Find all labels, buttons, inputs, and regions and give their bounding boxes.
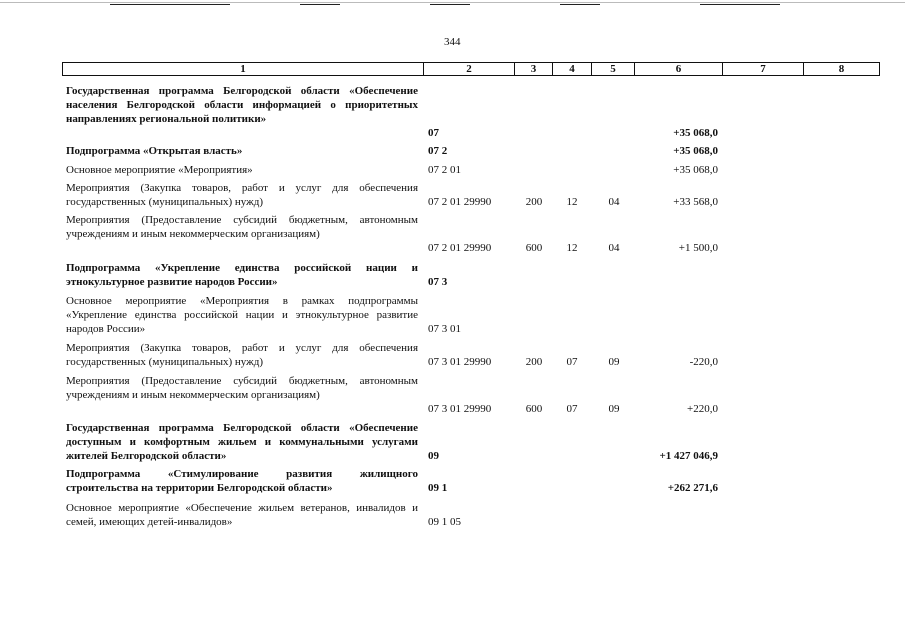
header-cell-5: 5 (591, 62, 635, 76)
row-code: 09 1 (428, 482, 448, 494)
row-code: 07 2 01 29990 (428, 242, 492, 254)
row-name: Основное мероприятие «Обеспечение жильем ветеранов, инвалидов и семей, имеющих детей-инвалидов» (66, 502, 418, 528)
header-cell-8: 8 (803, 62, 880, 76)
row-amount: +35 068,0 (673, 127, 718, 139)
row-amount: +1 427 046,9 (659, 450, 718, 462)
row-name: Мероприятия (Закупка товаров, работ и услуг для обеспечения государственных (муниципальных) нужд) (66, 342, 418, 368)
row-amount: +35 068,0 (673, 164, 718, 176)
row-amount: +220,0 (687, 403, 718, 415)
row-pr: 04 (608, 242, 620, 254)
row-rz: 12 (566, 242, 578, 254)
row-name: Мероприятия (Предоставление субсидий бюджетным, автономным учреждениям и иным некоммерческим организациям) (66, 214, 418, 240)
table-row (0, 421, 905, 463)
row-amount: +33 568,0 (673, 196, 718, 208)
header-cell-1: 1 (62, 62, 424, 76)
table-row (0, 374, 905, 416)
row-name: Мероприятия (Предоставление субсидий бюджетным, автономным учреждениям и иным некоммерческим организациям) (66, 375, 418, 401)
row-code: 07 2 01 (428, 164, 461, 176)
header-cell-4: 4 (552, 62, 592, 76)
table-row (0, 144, 905, 158)
scan-mark (560, 4, 600, 5)
header-cell-2: 2 (423, 62, 515, 76)
row-name: Основное мероприятие «Мероприятия» (66, 164, 253, 176)
row-amount: +35 068,0 (673, 145, 718, 157)
row-vr: 200 (525, 196, 543, 208)
header-cell-3: 3 (514, 62, 553, 76)
scan-edge-top (0, 2, 905, 3)
row-code: 09 1 05 (428, 516, 461, 528)
table-header (62, 62, 880, 76)
row-code: 09 (428, 450, 439, 462)
row-rz: 12 (566, 196, 578, 208)
row-name: Подпрограмма «Стимулирование развития жилищного строительства на территории Белгородской области» (66, 468, 418, 494)
table-row (0, 501, 905, 529)
row-name: Мероприятия (Закупка товаров, работ и услуг для обеспечения государственных (муниципальных) нужд) (66, 182, 418, 208)
row-code: 07 3 01 (428, 323, 461, 335)
row-amount: +262 271,6 (667, 482, 718, 494)
row-vr: 600 (525, 242, 543, 254)
row-code: 07 3 01 29990 (428, 356, 492, 368)
page-number: 344 (444, 36, 461, 48)
row-amount: -220,0 (689, 356, 718, 368)
table-row (0, 467, 905, 495)
row-rz: 07 (566, 403, 578, 415)
row-code: 07 2 01 29990 (428, 196, 492, 208)
table-row (0, 163, 905, 177)
table-row (0, 84, 905, 140)
table-row (0, 261, 905, 289)
table-row (0, 213, 905, 255)
row-vr: 200 (525, 356, 543, 368)
table-row (0, 181, 905, 209)
row-vr: 600 (525, 403, 543, 415)
header-cell-6: 6 (634, 62, 723, 76)
row-pr: 04 (608, 196, 620, 208)
row-name: Подпрограмма «Открытая власть» (66, 145, 243, 157)
table-row (0, 341, 905, 369)
scan-mark (430, 4, 470, 5)
row-code: 07 (428, 127, 439, 139)
row-name: Государственная программа Белгородской области «Обеспечение доступным и комфортным жильем и коммунальными услугами жителей Белгородской области» (66, 422, 418, 462)
row-name: Основное мероприятие «Мероприятия в рамках подпрограммы «Укрепление единства российской нации и этнокультурное развитие народов России» (66, 295, 418, 335)
row-code: 07 3 (428, 276, 448, 288)
scan-mark (300, 4, 340, 5)
row-rz: 07 (566, 356, 578, 368)
row-pr: 09 (608, 356, 620, 368)
scan-mark (110, 4, 230, 5)
scan-mark (700, 4, 780, 5)
row-amount: +1 500,0 (678, 242, 718, 254)
row-name: Государственная программа Белгородской области «Обеспечение населения Белгородской области информацией о приоритетных направлениях региональной политики» (66, 85, 418, 125)
row-code: 07 2 (428, 145, 448, 157)
table-row (0, 294, 905, 336)
header-cell-7: 7 (722, 62, 804, 76)
row-name: Подпрограмма «Укрепление единства российской нации и этнокультурное развитие народов России» (66, 262, 418, 288)
row-code: 07 3 01 29990 (428, 403, 492, 415)
row-pr: 09 (608, 403, 620, 415)
